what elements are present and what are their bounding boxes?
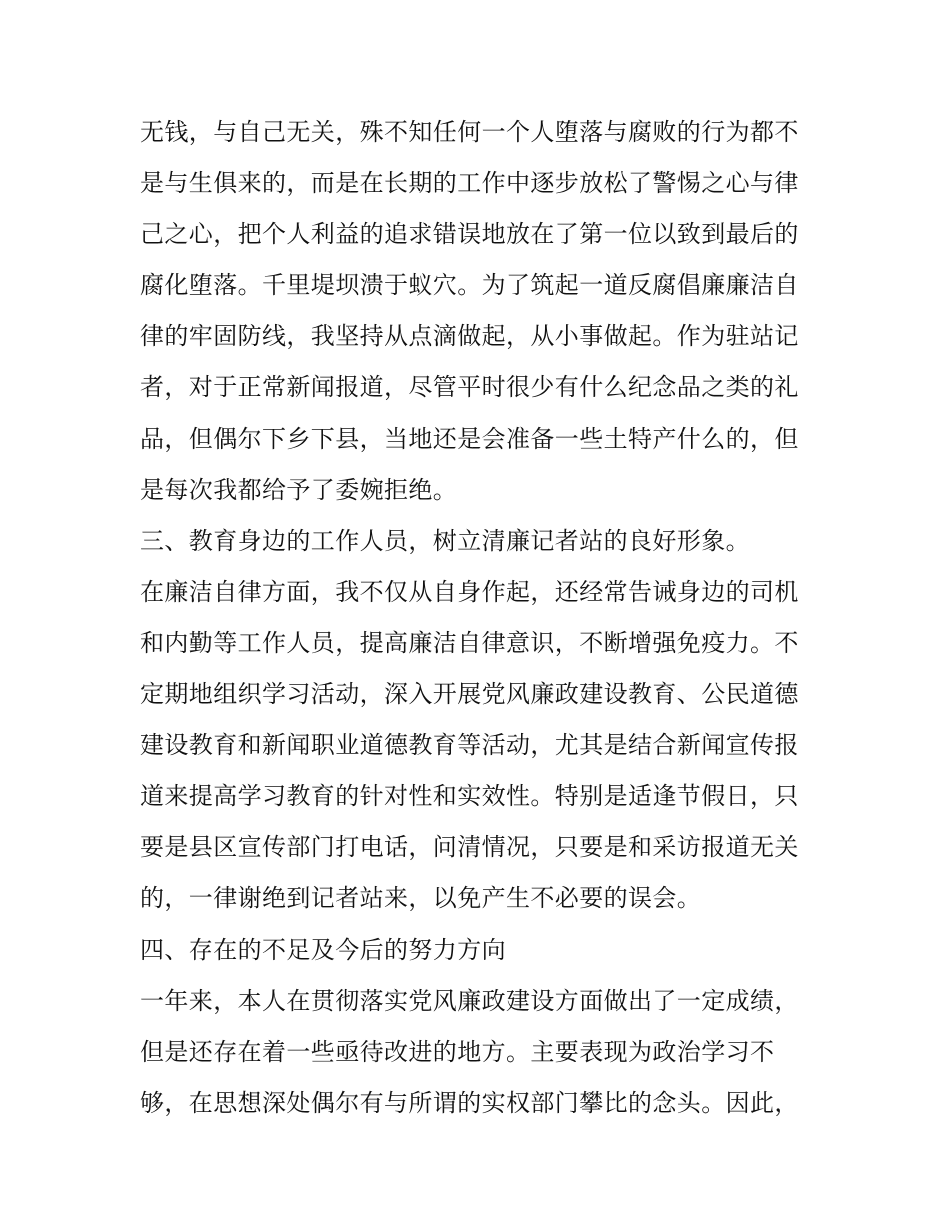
section-heading: 四、存在的不足及今后的努力方向 [140, 935, 506, 964]
text-line: 的，一律谢绝到记者站来，以免产生不必要的误会。 [140, 884, 702, 913]
text-line: 品，但偶尔下乡下县，当地还是会准备一些土特产什么的，但 [140, 424, 799, 453]
text-line: 够，在思想深处偶尔有与所谓的实权部门攀比的念头。因此， [140, 1088, 799, 1117]
text-line: 律的牢固防线，我坚持从点滴做起，从小事做起。作为驻站记 [140, 322, 799, 351]
text-line: 无钱，与自己无关，殊不知任何一个人堕落与腐败的行为都不 [140, 118, 799, 146]
section-heading: 三、教育身边的工作人员，树立清廉记者站的良好形象。 [140, 526, 750, 555]
text-line: 建设教育和新闻职业道德教育等活动，尤其是结合新闻宣传报 [140, 731, 799, 760]
text-line: 腐化堕落。千里堤坝溃于蚁穴。为了筑起一道反腐倡廉廉洁自 [140, 271, 799, 300]
text-line: 在廉洁自律方面，我不仅从自身作起，还经常告诫身边的司机 [140, 577, 799, 606]
text-line: 一年来，本人在贯彻落实党风廉政建设方面做出了一定成绩， [140, 986, 799, 1015]
text-line: 是与生俱来的，而是在长期的工作中逐步放松了警惕之心与律 [140, 169, 799, 198]
text-line: 者，对于正常新闻报道，尽管平时很少有什么纪念品之类的礼 [140, 373, 799, 402]
text-line: 定期地组织学习活动，深入开展党风廉政建设教育、公民道德 [140, 680, 799, 709]
text-line: 己之心，把个人利益的追求错误地放在了第一位以致到最后的 [140, 220, 799, 249]
text-line: 是每次我都给予了委婉拒绝。 [140, 475, 458, 504]
document-body [140, 107, 815, 1129]
text-line: 和内勤等工作人员，提高廉洁自律意识，不断增强免疫力。不 [140, 628, 799, 657]
text-line: 道来提高学习教育的针对性和实效性。特别是适逢节假日，只 [140, 782, 799, 811]
text-line: 但是还存在着一些亟待改进的地方。主要表现为政治学习不 [140, 1037, 775, 1066]
text-line: 要是县区宣传部门打电话，问清情况，只要是和采访报道无关 [140, 833, 799, 862]
